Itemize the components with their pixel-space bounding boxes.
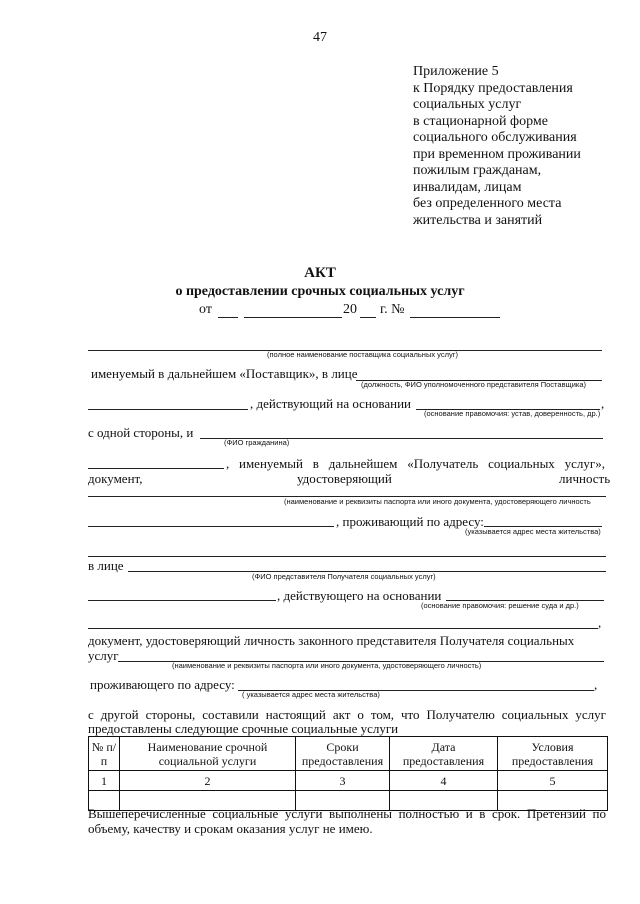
intro-line-1: с другой стороны, составили настоящий акт о том, что Получателю социальных услуг [88,707,606,722]
number-cell: 4 [390,771,498,791]
number-cell: 3 [296,771,390,791]
provider-caption: (полное наименование поставщика социальных услуг) [267,350,458,359]
date-month-field[interactable] [244,317,342,318]
passport-caption2: (наименование и реквизиты паспорта или иного документа, удостоверяющего личность) [172,661,482,670]
closing-line-2: объему, качеству и срокам оказания услуг не имею. [88,821,373,836]
representative-caption: (должность, ФИО уполномоченного представителя Поставщика) [361,380,587,389]
acting-basis2-label: , действующего на основании [277,588,442,603]
table-number-row [89,771,608,791]
document-label: документ, [88,471,143,486]
date-day-field[interactable] [218,317,238,318]
recipient-named-label: именуемый в дальнейшем «Получатель социальных услуг», [239,456,605,471]
basis-caption: (основание правомочия: устав, доверенность, др.) [424,409,601,418]
services-label: услуг [88,648,119,663]
recipient-comma: , [226,456,230,471]
date-number-label: г. № [380,302,405,317]
acting-basis-label: , действующий на основании [250,396,412,411]
in-person-label: в лице [88,558,124,573]
representative-name-field[interactable] [88,409,248,410]
basis2-field-2[interactable] [88,628,598,629]
date-year-field[interactable] [360,317,376,318]
date-year-prefix: 20 [343,302,357,317]
closing-line-1: Вышеперечисленные социальные услуги выполнены полностью и в срок. Претензий по [88,806,606,821]
act-number-field[interactable] [410,317,500,318]
header-cell: Условия предоставления [498,737,608,771]
number-cell: 2 [120,771,296,791]
document-title: АКТ [304,265,336,281]
recipient-address-field-2[interactable] [88,556,606,557]
appendix-line: Приложение 5 [413,64,499,79]
number-cell: 1 [89,771,120,791]
appendix-line: пожилым гражданам, [413,163,542,178]
recipient-representative-field-2[interactable] [88,600,276,601]
residing2-label: проживающего по адресу: [90,677,235,692]
comma3: , [594,677,598,692]
rep-recipient-caption: (ФИО представителя Получателя социальных услуг) [252,572,436,581]
appendix-line: социального обслуживания [413,130,577,145]
recipient-name-field[interactable] [88,468,224,469]
appendix-line: к Порядку предоставления [413,80,573,96]
date-from-label: от [199,302,212,317]
citizen-caption: (ФИО гражданина) [224,438,290,447]
appendix-block [413,64,581,229]
header-cell: Дата предоставления [390,737,498,771]
appendix-line: без определенного места [413,196,562,211]
header-cell: № п/п [89,737,120,771]
passport-caption: (наименование и реквизиты паспорта или иного документа, удостоверяющего личность [284,497,591,506]
appendix-line: социальных услуг [413,97,522,112]
legal-doc-label: документ, удостоверяющий личность законного представителя Получателя социальных [88,633,575,648]
table-header-row [89,737,608,771]
certifying-label: удостоверяющий [297,471,392,486]
provider-named-label: именуемый в дальнейшем «Поставщик», в лице [91,366,358,381]
header-cell: Наименование срочной социальной услуги [120,737,296,771]
appendix-line: в стационарной форме [413,113,548,129]
basis2-caption: (основание правомочия: решение суда и др.) [421,601,579,610]
residing-label: , проживающий по адресу: [336,514,484,529]
appendix-line: инвалидам, лицам [413,179,522,195]
services-table [88,736,608,811]
header-cell: Сроки предоставления [296,737,390,771]
comma2: , [598,615,602,630]
one-side-label: с одной стороны, и [88,425,194,440]
page-number: 47 [313,30,327,45]
appendix-line: жительства и занятий [413,212,543,228]
number-cell: 5 [498,771,608,791]
document-subtitle: о предоставлении срочных социальных услуг [175,284,465,299]
intro-line-2: предоставлены следующие срочные социальные услуги [88,721,399,736]
address-caption: (указывается адрес места жительства) [465,527,601,536]
identity-label: личность [559,471,611,486]
appendix-line: при временном проживании [413,146,581,162]
recipient-document-field-2[interactable] [88,526,334,527]
address-caption2: ( указывается адрес места жительства) [242,690,380,699]
comma: , [601,396,605,411]
